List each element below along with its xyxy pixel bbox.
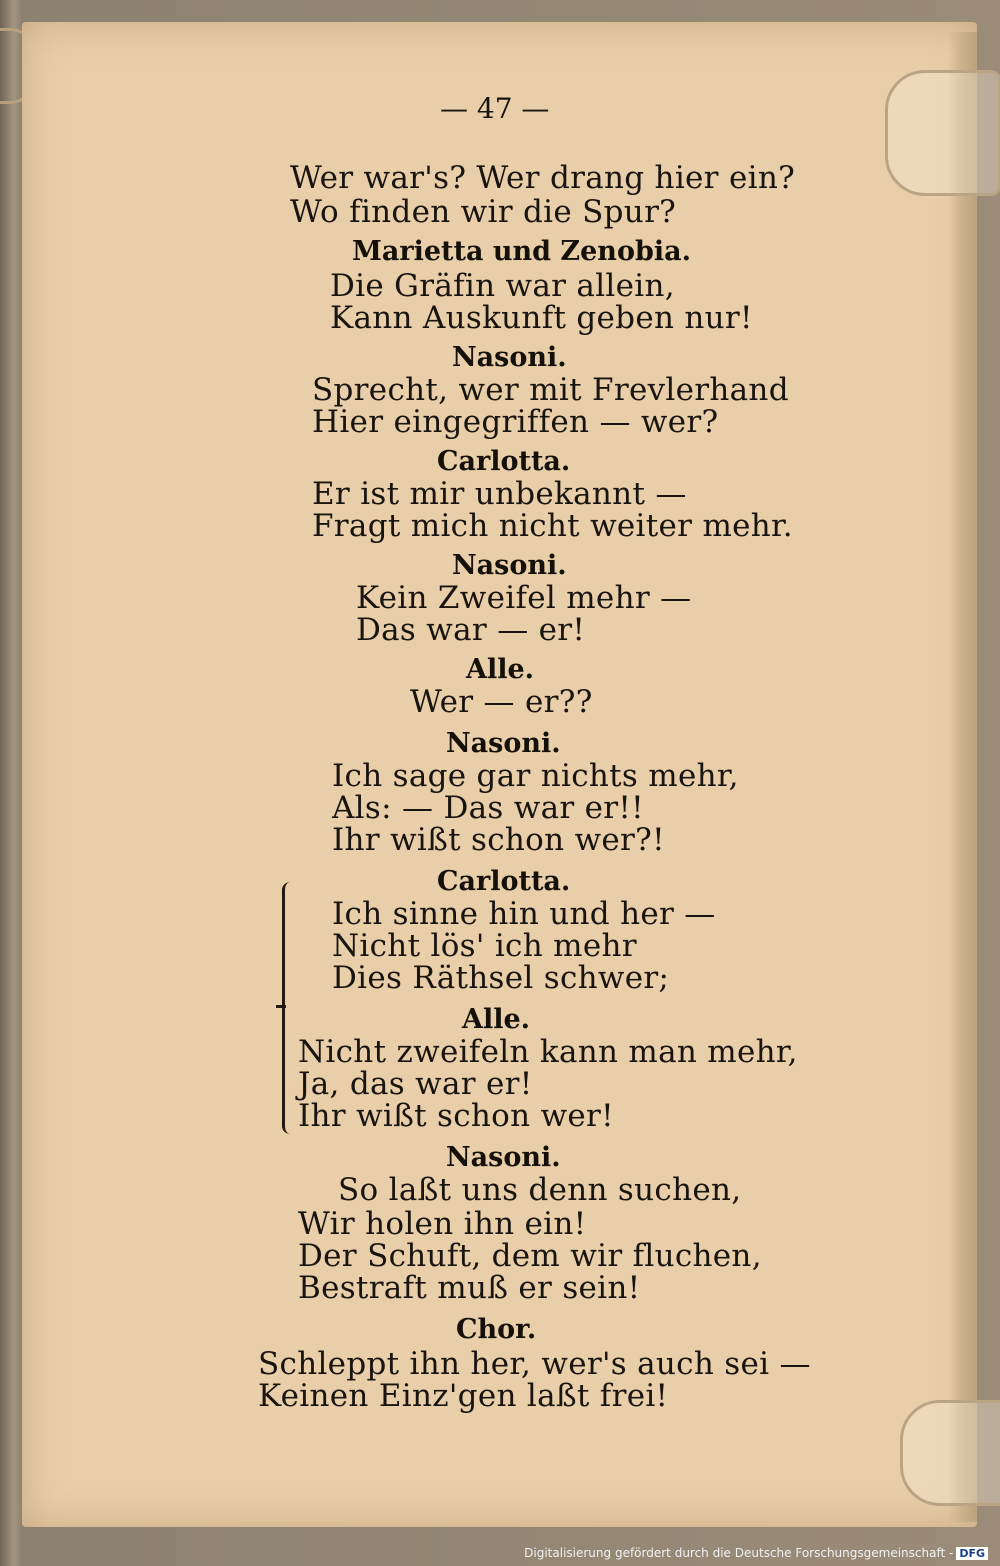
- verse-line: Keinen Einz'gen laßt frei!: [258, 1378, 669, 1414]
- speaker-name: Nasoni.: [452, 342, 567, 373]
- paper-clip-top: [885, 70, 1000, 196]
- verse-line: Er ist mir unbekannt —: [312, 476, 687, 512]
- speaker-name: Nasoni.: [446, 728, 561, 759]
- speaker-name: Marietta und Zenobia.: [352, 236, 691, 267]
- verse-line: Das war — er!: [356, 612, 586, 648]
- speaker-name: Nasoni.: [452, 550, 567, 581]
- verse-line: Wir holen ihn ein!: [298, 1206, 587, 1242]
- verse-line: Sprecht, wer mit Frevlerhand: [312, 372, 789, 408]
- verse-line: Ich sinne hin und her —: [332, 896, 716, 932]
- speaker-name: Carlotta.: [437, 446, 571, 477]
- paper-clip-bottom: [900, 1400, 1000, 1506]
- speaker-name: Carlotta.: [437, 866, 571, 897]
- verse-line: Als: — Das war er!!: [332, 790, 644, 826]
- verse-line: Wo finden wir die Spur?: [290, 194, 677, 230]
- verse-line: Wer war's? Wer drang hier ein?: [290, 160, 795, 196]
- verse-line: Fragt mich nicht weiter mehr.: [312, 508, 793, 544]
- ensemble-brace-tip: [276, 1005, 286, 1014]
- verse-line: Bestraft muß er sein!: [298, 1270, 641, 1306]
- verse-line: Dies Räthsel schwer;: [332, 960, 670, 996]
- speaker-name: Nasoni.: [446, 1142, 561, 1173]
- verse-line: Hier eingegriffen — wer?: [312, 404, 719, 440]
- page-number: — 47 —: [440, 92, 550, 125]
- verse-line: Ihr wißt schon wer?!: [332, 822, 665, 858]
- verse-line: Wer — er??: [410, 684, 593, 720]
- verse-line: Ja, das war er!: [298, 1066, 533, 1102]
- verse-line: Kann Auskunft geben nur!: [330, 300, 753, 336]
- verse-line: Ich sage gar nichts mehr,: [332, 758, 739, 794]
- verse-line: Nicht zweifeln kann man mehr,: [298, 1034, 798, 1070]
- verse-line: Kein Zweifel mehr —: [356, 580, 692, 616]
- page-edge-shadow: [949, 32, 977, 1522]
- speaker-name: Alle.: [462, 1004, 531, 1035]
- verse-line: Die Gräfin war allein,: [330, 268, 675, 304]
- verse-line: Ihr wißt schon wer!: [298, 1098, 614, 1134]
- verse-line: So laßt uns denn suchen,: [338, 1172, 742, 1208]
- verse-line: Schleppt ihn her, wer's auch sei —: [258, 1346, 811, 1382]
- credit-text: Digitalisierung gefördert durch die Deutsche Forschungsgemeinschaft -: [524, 1546, 954, 1560]
- speaker-name: Chor.: [456, 1314, 537, 1345]
- verse-line: Der Schuft, dem wir fluchen,: [298, 1238, 762, 1274]
- verse-line: Nicht lös' ich mehr: [332, 928, 637, 964]
- speaker-name: Alle.: [466, 654, 535, 685]
- digitization-credit: [524, 1546, 988, 1560]
- dfg-logo: DFG: [956, 1547, 988, 1560]
